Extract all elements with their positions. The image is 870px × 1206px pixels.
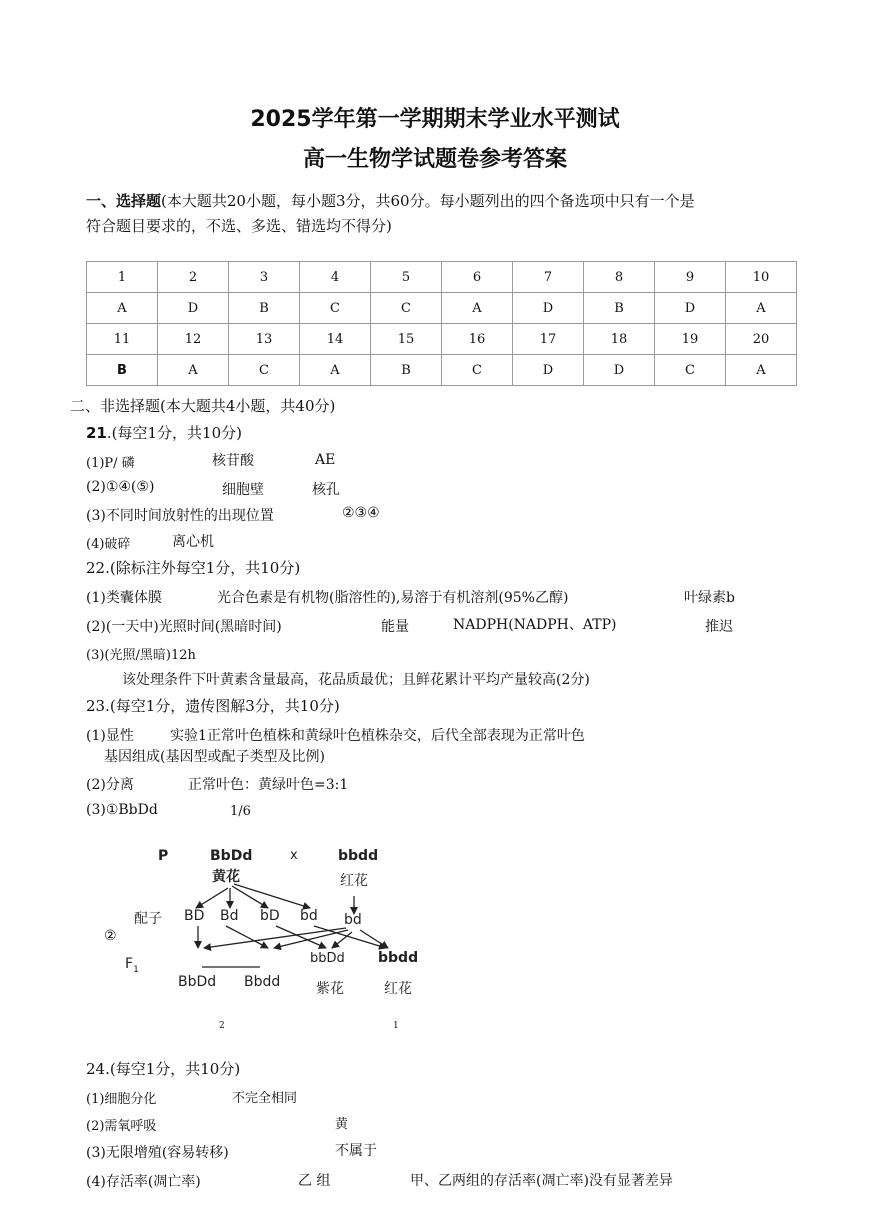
offspring-bbdd: bbdd: [378, 950, 419, 966]
table-cell: 2: [158, 262, 229, 293]
arrow-bd-to-bbdd: [314, 926, 386, 948]
answer-title: 高一生物学试题卷参考答案: [302, 147, 567, 172]
table-cell: D: [513, 293, 584, 324]
gamete-Bd: Bd: [220, 908, 239, 924]
q24-answer-1a: (1)细胞分化: [86, 1092, 157, 1107]
q24-answer-2a: (2)需氧呼吸: [86, 1119, 157, 1134]
generation-p-label: P: [158, 848, 169, 864]
q22-answer-3: (3)(光照/黑暗)12h: [86, 648, 196, 663]
q24-answer-3b: 不属于: [335, 1143, 377, 1159]
table-cell: 5: [371, 262, 442, 293]
q22-answer-2c: NADPH(NADPH、ATP): [453, 617, 617, 633]
table-cell: A: [87, 293, 158, 324]
q23-answer-1c: 基因组成(基因型或配子类型及比例): [104, 749, 325, 765]
table-cell: 9: [655, 262, 726, 293]
table-cell: 1: [87, 262, 158, 293]
q24-answer-4b: 乙 组: [298, 1173, 331, 1189]
offspring-phenotype-purple: 紫花: [316, 981, 344, 997]
arrow-bd2-to-BbDd: [204, 928, 346, 948]
table-cell: B: [371, 355, 442, 386]
table-cell: 3: [229, 262, 300, 293]
table-cell: D: [158, 293, 229, 324]
table-cell: 12: [158, 324, 229, 355]
table-cell: 13: [229, 324, 300, 355]
parent2-genotype: bbdd: [338, 848, 379, 864]
q21-answer-1c: AE: [315, 452, 336, 468]
q24-answer-4c: 甲、乙两组的存活率(凋亡率)没有显著差异: [410, 1173, 673, 1189]
q21-answer-4a: (4)破碎: [86, 537, 131, 552]
q24-answer-2b: 黄: [335, 1117, 349, 1132]
q22-heading: 22.(除标注外每空1分，共10分): [86, 559, 301, 577]
q21-answer-3a: (3)不同时间放射性的出现位置: [86, 508, 274, 524]
offspring-phenotype-red: 红花: [384, 981, 412, 997]
table-cell: D: [655, 293, 726, 324]
q23-answer-1b: 实验1正常叶色植株和黄绿叶色植株杂交，后代全部表现为正常叶色: [170, 728, 585, 744]
table-cell: 17: [513, 324, 584, 355]
q21-scoring: .(每空1分，共10分): [106, 424, 242, 442]
q24-answer-4a: (4)存活率(凋亡率): [86, 1174, 201, 1190]
table-cell: A: [442, 293, 513, 324]
q22-answer-2b: 能量: [381, 619, 409, 635]
table-cell: A: [300, 355, 371, 386]
q23-answer-1a: (1)显性: [86, 728, 134, 744]
q22-answer-2d: 推迟: [705, 619, 733, 635]
q21-number: 21: [86, 424, 107, 442]
table-cell: 19: [655, 324, 726, 355]
q22-answer-1c: 叶绿素b: [684, 590, 735, 606]
table-cell: C: [300, 293, 371, 324]
generation-f1-label: [125, 956, 139, 975]
table-cell: B: [87, 355, 158, 386]
q24-heading: 24.(每空1分，共10分): [86, 1060, 241, 1078]
table-row-answers-2: [87, 355, 797, 386]
table-cell: 20: [726, 324, 797, 355]
table-cell: C: [442, 355, 513, 386]
q22-answer-3-reason: 该处理条件下叶黄素含量最高，花品质最优；且鲜花累计平均产量较高(2分): [122, 672, 590, 688]
table-cell: B: [584, 293, 655, 324]
q23-answer-2b: 正常叶色：黄绿叶色=3:1: [188, 777, 349, 793]
parent1-phenotype: 黄花: [212, 869, 240, 885]
offspring-Bbdd: Bbdd: [244, 974, 281, 990]
arrow-parent-to-bd: [234, 884, 310, 908]
table-cell: 15: [371, 324, 442, 355]
arrow-parent-to-BD: [196, 888, 228, 908]
table-cell: B: [229, 293, 300, 324]
gamete-bd-parent2: bd: [344, 912, 362, 928]
answer-table: [86, 261, 797, 386]
q22-answer-1b: 光合色素是有机物(脂溶性的),易溶于有机溶剂(95%乙醇): [217, 590, 569, 606]
q23-answer-2a: (2)分离: [86, 777, 134, 793]
table-cell: 10: [726, 262, 797, 293]
cross-symbol: x: [290, 848, 298, 863]
table-cell: 4: [300, 262, 371, 293]
q24-answer-1b: 不完全相同: [232, 1091, 298, 1106]
ratio-part-b: 1: [393, 1021, 399, 1031]
section1-desc-line1: (本大题共20小题，每小题3分，共60分。每小题列出的四个备选项中只有一个是: [161, 192, 695, 210]
q21-answer-3b: ②③④: [342, 505, 380, 521]
table-cell: C: [655, 355, 726, 386]
q21-answer-2b: 细胞壁: [222, 482, 264, 498]
section2-heading: 二、非选择题(本大题共4小题，共40分): [70, 397, 336, 415]
gamete-bd: bd: [300, 908, 318, 924]
q21-answer-2c: 核孔: [312, 482, 340, 498]
q22-answer-1a: (1)类囊体膜: [86, 590, 162, 606]
parent1-genotype: BbDd: [210, 848, 253, 864]
q22-answer-2a: (2)(一天中)光照时间(黑暗时间): [86, 619, 282, 635]
table-row-answers-1: [87, 293, 797, 324]
table-row-numbers-1: [87, 262, 797, 293]
offspring-BbDd: BbDd: [178, 974, 217, 990]
gamete-bD: bD: [260, 908, 280, 924]
table-cell: 8: [584, 262, 655, 293]
table-cell: A: [726, 355, 797, 386]
section1-heading: 一、选择题: [86, 192, 162, 210]
gamete-BD: BD: [184, 908, 205, 924]
gamete-label: 配子: [134, 911, 162, 927]
table-cell: 6: [442, 262, 513, 293]
q21-heading: [86, 422, 242, 443]
table-cell: C: [229, 355, 300, 386]
genetic-cross-diagram: [120, 838, 420, 1008]
arrow-Bd-to-Bbdd: [226, 926, 268, 948]
arrow-bd2-to-bbdd: [360, 930, 388, 948]
exam-title: 2025学年第一学期期末学业水平测试: [250, 107, 620, 132]
table-cell: 7: [513, 262, 584, 293]
section1-desc-line2: 符合题目要求的，不选、多选、错选均不得分): [86, 217, 392, 235]
table-cell: 11: [87, 324, 158, 355]
table-cell: D: [584, 355, 655, 386]
q21-answer-2a: (2)①④(⑤): [86, 479, 155, 495]
section1-intro: [86, 190, 695, 211]
q23-answer-3b: 1/6: [230, 804, 251, 819]
table-cell: 14: [300, 324, 371, 355]
table-cell: D: [513, 355, 584, 386]
table-cell: C: [371, 293, 442, 324]
offspring-bbDd: bbDd: [310, 951, 345, 966]
f1-letter: F: [125, 956, 134, 972]
parent2-phenotype: 红花: [340, 873, 368, 889]
q21-answer-1a: (1)P/ 磷: [86, 456, 135, 471]
table-cell: 16: [442, 324, 513, 355]
q23-answer-3-part2-marker: ②: [104, 928, 117, 944]
q23-answer-3a: (3)①BbDd: [86, 802, 158, 818]
table-cell: A: [726, 293, 797, 324]
q24-answer-3a: (3)无限增殖(容易转移): [86, 1145, 229, 1161]
q23-heading: 23.(每空1分，遗传图解3分，共10分): [86, 697, 340, 715]
ratio-part-a: 2: [219, 1021, 225, 1031]
table-cell: A: [158, 355, 229, 386]
f1-subscript: 1: [133, 964, 139, 975]
table-row-numbers-2: [87, 324, 797, 355]
q21-answer-4b: 离心机: [172, 534, 214, 550]
table-cell: 18: [584, 324, 655, 355]
q21-answer-1b: 核苷酸: [212, 453, 254, 469]
